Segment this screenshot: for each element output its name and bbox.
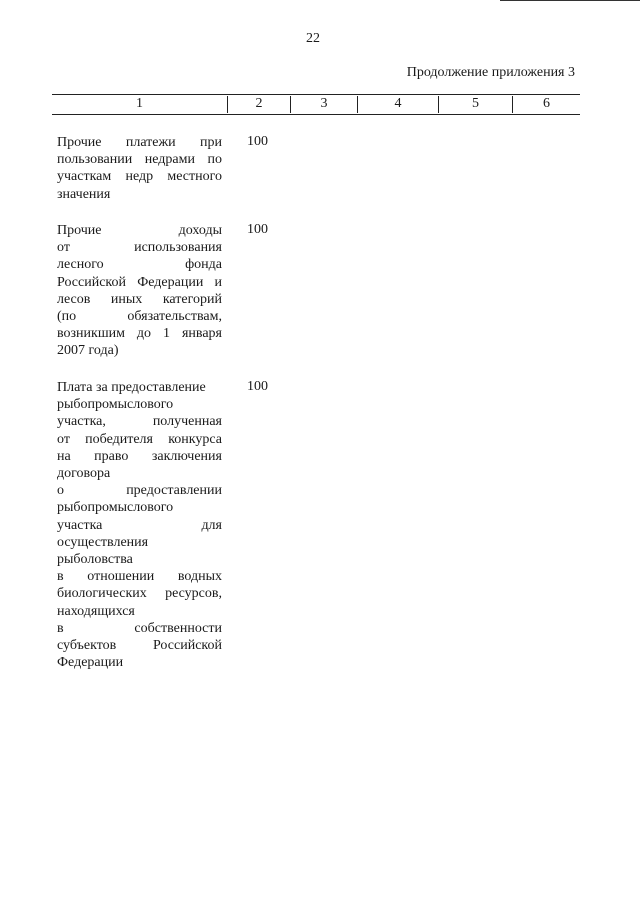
row-text-line: Федерации: [57, 655, 124, 671]
row-text-line: рыбопромыслового: [57, 500, 174, 516]
table-row-1-label: [57, 134, 222, 203]
row-text-line: Плата за предоставление: [57, 380, 206, 395]
column-header-2: 2: [255, 96, 263, 111]
column-header-3: 3: [320, 96, 328, 111]
row-text-line: осуществления: [57, 534, 149, 550]
row-text-line: в собственности: [57, 620, 222, 636]
row-text-line: субъектов Российской: [57, 638, 222, 654]
page-number: 22: [306, 31, 320, 46]
top-edge-line: [500, 0, 640, 1]
row-text-line: Прочие доходы: [57, 223, 222, 238]
table-row-1-value: 100: [247, 134, 268, 149]
row-text-line: 2007 года): [57, 343, 119, 359]
column-header-1: 1: [136, 96, 143, 111]
row-text-line: о предоставлении: [57, 483, 222, 499]
row-text-line: участкам недр местного: [57, 169, 222, 185]
appendix-label: Продолжение приложения 3: [406, 65, 575, 80]
row-text-line: участка для: [57, 517, 222, 533]
row-text-line: в отношении водных: [57, 569, 222, 585]
row-text-line: рыболовства: [57, 552, 133, 568]
row-text-line: рыбопромыслового: [57, 397, 174, 413]
row-text-line: лесов иных категорий: [57, 291, 222, 307]
row-text-line: возникшим до 1 января: [57, 326, 222, 342]
row-text-line: значения: [57, 186, 111, 202]
table-row-3-label: [57, 379, 222, 671]
row-text-line: от победителя конкурса: [57, 431, 222, 447]
row-text-line: лесного фонда: [57, 257, 222, 273]
row-text-line: находящихся: [57, 603, 135, 619]
column-header-6: 6: [543, 96, 550, 111]
row-text-line: пользовании недрами по: [57, 152, 222, 168]
row-text-line: от использования: [57, 240, 222, 256]
row-text-line: биологических ресурсов,: [57, 586, 222, 602]
table-row-3-value: 100: [247, 379, 268, 394]
table-header-bottom-rule: [52, 114, 580, 115]
table-header-top-rule: [52, 94, 580, 95]
row-text-line: Российской Федерации и: [57, 274, 222, 290]
column-header-4: 4: [394, 96, 402, 111]
row-text-line: (по обязательствам,: [57, 309, 222, 325]
table-row-2-label: [57, 222, 222, 360]
row-text-line: на право заключения: [57, 448, 222, 464]
row-text-line: участка, полученная: [57, 414, 222, 430]
column-header-5: 5: [472, 96, 479, 111]
row-text-line: договора: [57, 466, 111, 482]
row-text-line: Прочие платежи при: [57, 135, 222, 150]
table-row-2-value: 100: [247, 222, 268, 237]
